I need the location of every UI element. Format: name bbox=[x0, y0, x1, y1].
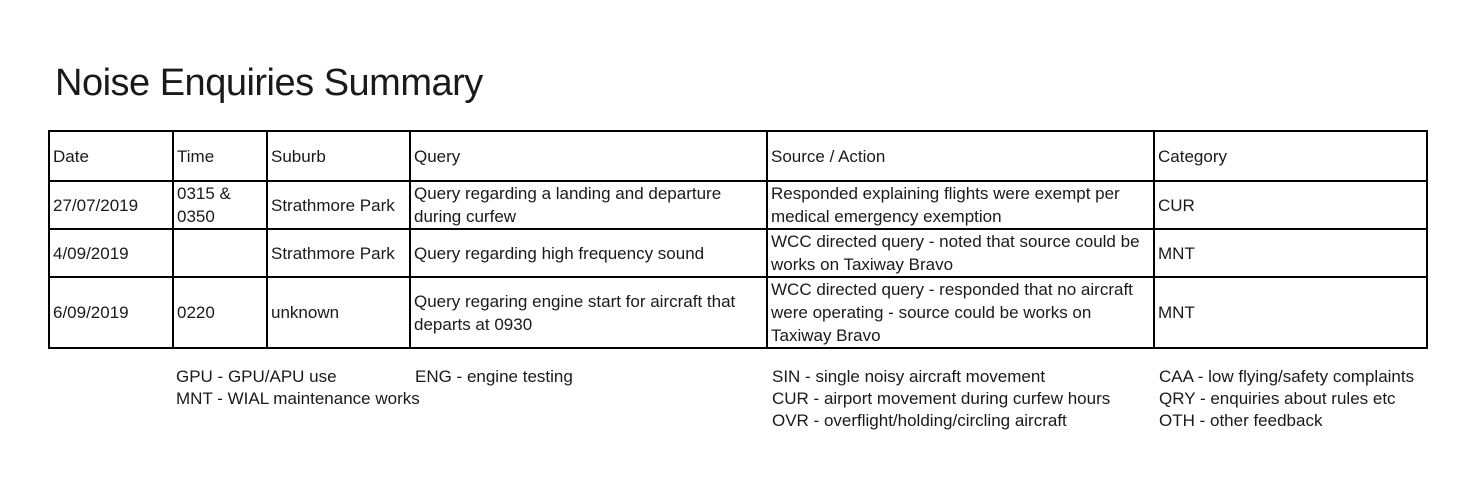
cell-date: 6/09/2019 bbox=[49, 277, 173, 348]
legend-item: MNT - WIAL maintenance works bbox=[176, 389, 420, 408]
legend-column-2 bbox=[415, 366, 573, 388]
cell-time: 0315 & 0350 bbox=[173, 181, 267, 229]
page-title: Noise Enquiries Summary bbox=[55, 62, 483, 104]
cell-source-action: WCC directed query - responded that no aircraft were operating - source could be works on Taxiway Bravo bbox=[767, 277, 1154, 348]
legend-item: CUR - airport movement during curfew hours bbox=[772, 389, 1111, 408]
header-time: Time bbox=[173, 131, 267, 181]
cell-source-action: WCC directed query - noted that source could be works on Taxiway Bravo bbox=[767, 229, 1154, 277]
legend-column-3 bbox=[772, 366, 1110, 432]
table-header-row bbox=[49, 131, 1427, 181]
header-date: Date bbox=[49, 131, 173, 181]
table-row bbox=[49, 277, 1427, 348]
cell-query: Query regarding high frequency sound bbox=[410, 229, 767, 277]
legend-item: OTH - other feedback bbox=[1159, 411, 1323, 430]
header-category: Category bbox=[1154, 131, 1427, 181]
cell-suburb: Strathmore Park bbox=[267, 229, 410, 277]
table-row bbox=[49, 229, 1427, 277]
cell-query: Query regaring engine start for aircraft that departs at 0930 bbox=[410, 277, 767, 348]
header-source-action: Source / Action bbox=[767, 131, 1154, 181]
header-query: Query bbox=[410, 131, 767, 181]
header-suburb: Suburb bbox=[267, 131, 410, 181]
enquiries-table bbox=[48, 130, 1428, 349]
legend-item: SIN - single noisy aircraft movement bbox=[772, 367, 1046, 386]
legend-item: ENG - engine testing bbox=[415, 367, 573, 386]
legend-item: QRY - enquiries about rules etc bbox=[1159, 389, 1396, 408]
cell-suburb: Strathmore Park bbox=[267, 181, 410, 229]
cell-category: MNT bbox=[1154, 229, 1427, 277]
legend-column-4 bbox=[1159, 366, 1414, 432]
legend-item: GPU - GPU/APU use bbox=[176, 367, 337, 386]
cell-date: 27/07/2019 bbox=[49, 181, 173, 229]
legend-item: CAA - low flying/safety complaints bbox=[1159, 367, 1415, 386]
cell-date: 4/09/2019 bbox=[49, 229, 173, 277]
legend-item: OVR - overflight/holding/circling aircraft bbox=[772, 411, 1067, 430]
cell-category: MNT bbox=[1154, 277, 1427, 348]
cell-time: 0220 bbox=[173, 277, 267, 348]
cell-query: Query regarding a landing and departure during curfew bbox=[410, 181, 767, 229]
cell-category: CUR bbox=[1154, 181, 1427, 229]
cell-time bbox=[173, 229, 267, 277]
cell-suburb: unknown bbox=[267, 277, 410, 348]
table-row bbox=[49, 181, 1427, 229]
cell-source-action: Responded explaining flights were exempt per medical emergency exemption bbox=[767, 181, 1154, 229]
legend-column-1 bbox=[176, 366, 420, 410]
